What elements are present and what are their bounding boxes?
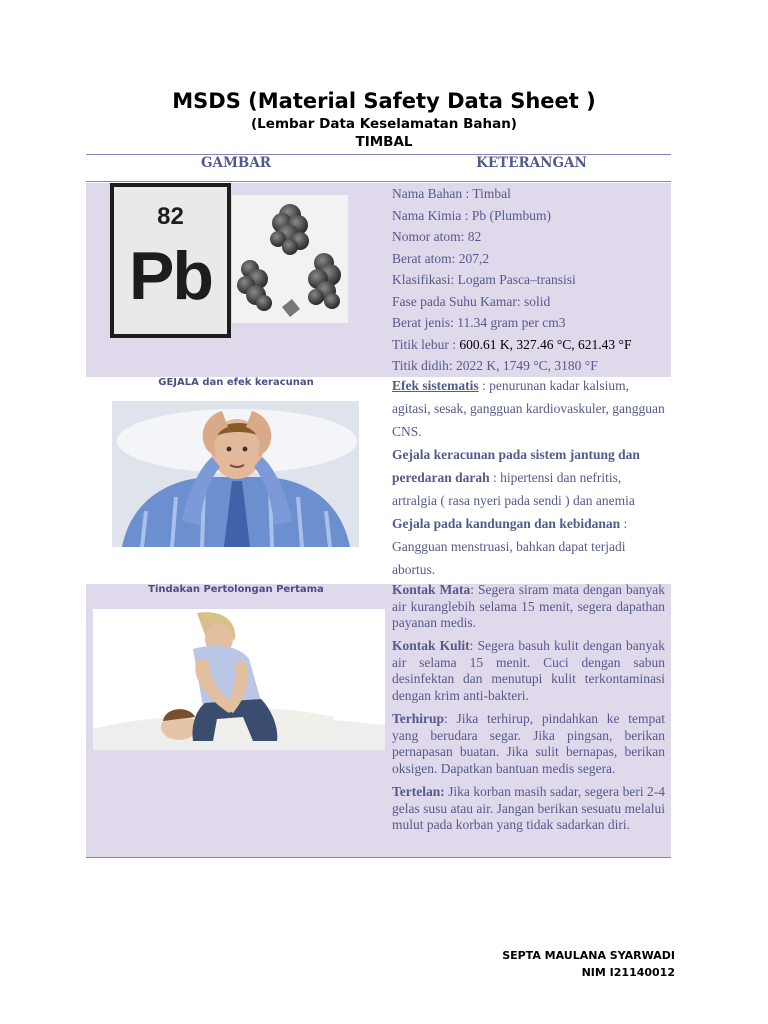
property-label: Berat atom: [392, 250, 459, 266]
property-value: 600.61 K, 327.46 °C, 621.43 °F [459, 336, 632, 352]
first-aid-text [392, 582, 665, 840]
property-label: Nomor atom: [392, 229, 468, 244]
heart-symptoms-title: Gejala keracunan pada sistem jantung dan peredaran darah [392, 447, 640, 485]
property-label: Berat jenis: [392, 315, 458, 330]
property-line [392, 248, 670, 270]
property-line [392, 291, 670, 313]
pregnancy-symptoms-text: : Gangguan menstruasi, bahkan dapat terjadi abortus. [392, 516, 628, 577]
property-value: 2022 K, 1749 °C, 3180 °F [456, 358, 598, 373]
first-aid-item-text: : Segera siram mata dengan banyak air kuranglebih selama 15 menit, segera dapathan payanan medis. [392, 582, 665, 631]
headache-man-photo [112, 401, 359, 547]
column-header-gambar: GAMBAR [200, 155, 272, 171]
property-label: Titik lebur : [392, 336, 460, 352]
property-value: Timbal [472, 186, 511, 201]
substance-name: TIMBAL [355, 134, 413, 150]
first-aid-item-text: : Jika terhirup, pindahkan ke tempat yang berudara segar. Jika pingsan, berikan pernapasan buatan. Jika sulit bernapas, berikan oksigen. Dapatkan bantuan medis segera. [392, 711, 665, 776]
property-value: Pb (Plumbum) [471, 207, 551, 223]
property-line [392, 183, 670, 205]
symptoms-caption: GEJALA dan efek keracunan [158, 377, 314, 388]
first-aid-caption: Tindakan Pertolongan Pertama [148, 584, 324, 595]
property-value: 207,2 [458, 250, 490, 266]
systemic-effects-text: : penurunan kadar kalsium, agitasi, sesak, gangguan kardiovaskuler, gangguan CNS. [392, 378, 665, 439]
property-line [392, 269, 670, 291]
author-name: SEPTA MAULANA SYARWADI [502, 949, 675, 962]
property-line [392, 334, 670, 356]
element-symbol: Pb [129, 238, 212, 314]
author-nim: NIM I21140012 [581, 966, 675, 979]
property-label: Fase pada Suhu Kamar: [392, 293, 524, 309]
document-subtitle: (Lembar Data Keselamatan Bahan) [251, 116, 517, 132]
property-line [392, 312, 670, 334]
first-aid-item [392, 638, 665, 704]
first-aid-item-title: Kontak Kulit [392, 638, 470, 654]
property-value: solid [523, 293, 551, 309]
property-label: Titik didih: [392, 358, 457, 373]
first-aid-item [392, 582, 665, 632]
property-label: Nama Kimia : [392, 207, 472, 223]
first-aid-item-text: Jika korban masih sadar, segera beri 2-4 gelas susu atau air. Jangan berikan sesuatu melalui mulut pada korban yang tidak sadarkan diri. [392, 784, 665, 833]
first-aid-item [392, 784, 665, 834]
property-label: Klasifikasi: [392, 272, 458, 287]
table-row-first-aid [86, 584, 671, 858]
material-properties [392, 183, 670, 377]
property-value: 11.34 gram per cm3 [457, 315, 566, 330]
property-value: Logam Pasca–transisi [457, 272, 576, 287]
first-aid-item [392, 711, 665, 777]
cpr-photo [93, 609, 385, 750]
symptoms-text [392, 374, 666, 581]
table-row-symptoms [86, 377, 671, 584]
column-header-keterangan: KETERANGAN [476, 155, 587, 171]
property-line [392, 226, 670, 248]
first-aid-item-title: Kontak Mata [392, 582, 471, 597]
lead-sample-photo [232, 195, 348, 323]
systemic-effects-title: Efek sistematis [392, 378, 479, 393]
property-value: 82 [467, 229, 482, 244]
heart-symptoms-text: : hipertensi dan nefritis, artralgia ( rasa nyeri pada sendi ) dan anemia [392, 470, 635, 508]
pregnancy-symptoms-title: Gejala pada kandungan dan kebidanan [392, 516, 621, 531]
first-aid-item-text: : Segera basuh kulit dengan banyak air selama 15 menit. Cuci dengan sabun desinfektan dan menutupi kulit terkontaminasi dengan krim anti-bakteri. [392, 638, 665, 704]
table-row-identity [86, 183, 671, 377]
property-line [392, 205, 670, 227]
atomic-number: 82 [157, 203, 184, 230]
header-bottom-rule [86, 181, 671, 182]
property-label: Nama Bahan : [392, 186, 473, 201]
first-aid-item-title: Tertelan: [392, 784, 445, 800]
periodic-element-tile [110, 183, 231, 338]
first-aid-item-title: Terhirup [392, 711, 445, 727]
document-title: MSDS (Material Safety Data Sheet ) [172, 89, 596, 113]
